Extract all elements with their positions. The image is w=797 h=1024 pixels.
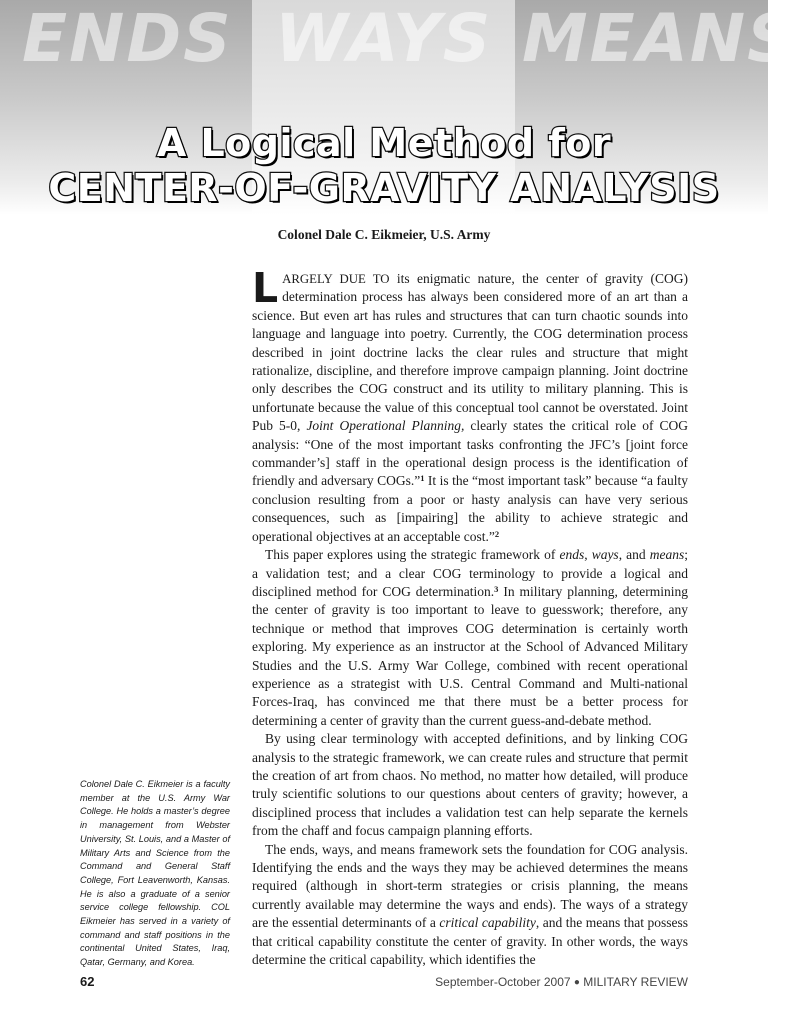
publication-title: Joint Operational Planning, bbox=[306, 418, 465, 434]
paragraph-1-text-a: its enigmatic nature, the center of gravity (COG) determination process has always been considered more of an art than a science. But even art has rules and structures that can turn chaotic sounds into language and language into poetry. Currently, the COG determination process described in joint doctrine lacks the clear rules and structure that might rationalize, discipline, and therefore improve campaign planning. Joint doctrine only describes the COG construct and its utility to military planning. This is unfortunate because the value of this conceptual tool cannot be overstated. Joint Pub 5-0, bbox=[252, 271, 688, 434]
paragraph-1-text-b: clearly states the critical role of COG analysis: “One of the most important tasks confronting the JFC’s [joint force commander’s] staff in the operational design process is the identification of friendly and adversary COGs.” bbox=[252, 418, 688, 489]
paragraph-2-text-c: In military planning, determining the center of gravity is too important to leave to guesswork; therefore, any technique or method that improves COG determination is certainly worth exploring. My experience as an instructor at the School of Advanced Military Studies and the U.S. Army War College, combined with recent operational experience as a strategist with U.S. Central Command and Multi-national Forces-Iraq, has convinced me that there must be a better process for determining a center of gravity than the current guess-and-debate method. bbox=[252, 583, 689, 728]
paragraph-4-text-a: The ends, ways, and means framework sets the foundation for COG analysis. Identifying the ends and the ways they may be achieved determines the means required (although in short-term strategies or crisis planning, the means currently available may determine the ways and ends). The ways of a strategy are the essential determinants of a bbox=[252, 841, 688, 931]
paragraph-2-text-a: This paper explores using the strategic framework of bbox=[265, 547, 560, 563]
article-title-line2: CENTER-OF-GRAVITY ANALYSIS bbox=[48, 166, 720, 210]
separator-2: , and bbox=[618, 547, 650, 563]
term-ends: ends bbox=[559, 547, 585, 563]
drop-cap: L bbox=[252, 264, 279, 312]
paragraph-2 bbox=[252, 546, 688, 730]
author-bio-sidebar: Colonel Dale C. Eikmeier is a faculty member at the U.S. Army War College. He holds a master’s degree in management from Webster University, St. Louis, and a Master of Military Arts and Science from the Command and General Staff College, Fort Leavenworth, Kansas. He is also a graduate of a senior service college fellowship. COL Eikmeier has served in a variety of command and staff positions in the continental United States, Iraq, Qatar, Germany, and Korea. bbox=[80, 779, 230, 968]
paragraph-4 bbox=[252, 841, 688, 970]
lead-in-text: ARGELY DUE TO bbox=[282, 272, 390, 286]
issue-date: September-October 2007 bbox=[435, 975, 571, 989]
term-ways: ways bbox=[591, 547, 619, 563]
bullet-separator: ● bbox=[573, 977, 580, 988]
paragraph-1-text-c: It is the “most important task” because “a faulty conclusion resulting from a poor or hasty analysis can have very serious consequences, such as [impairing] the ability to achieve strategic and operational objectives at an acceptable cost.” bbox=[252, 473, 688, 544]
footnote-ref-1[interactable]: 1 bbox=[420, 473, 425, 484]
paragraph-2-text-b: ; a validation test; and a clear COG terminology to provide a logical and disciplined method for COG determination. bbox=[252, 547, 689, 599]
footnote-ref-2[interactable]: 2 bbox=[494, 528, 500, 539]
separator-1: , bbox=[584, 547, 592, 563]
term-means: means bbox=[649, 547, 685, 563]
article-title-line1: A Logical Method for bbox=[156, 121, 612, 165]
banner-word-means: MEANS bbox=[522, 0, 797, 77]
paragraph-3: By using clear terminology with accepted definitions, and by linking COG analysis to the strategic framework, we can create rules and structure that permit the creation of art from chaos. No method, no matter how detailed, will produce truly scientific solutions to our questions about centers of gravity; however, a disciplined process that includes a validation test can help separate the kernels from the chaff and focus campaign planning efforts. bbox=[252, 731, 688, 839]
banner-word-ways: WAYS bbox=[275, 0, 493, 77]
paragraph-1 bbox=[252, 264, 688, 546]
author-byline: Colonel Dale C. Eikmeier, U.S. Army bbox=[277, 227, 491, 242]
footnote-ref-3[interactable]: 3 bbox=[494, 583, 499, 594]
publication-name: MILITARY REVIEW bbox=[583, 975, 688, 989]
paragraph-4-text-b: , and the means that possess that critical capability constitute the center of gravity. In other words, the ways determine the critical capability, which identifies the bbox=[252, 915, 688, 968]
footer-issue-info bbox=[435, 975, 688, 989]
banner-word-ends: ENDS bbox=[22, 0, 233, 77]
term-critical-capability: critical capability bbox=[439, 915, 536, 931]
page-number: 62 bbox=[80, 974, 95, 989]
article-body bbox=[252, 264, 689, 969]
